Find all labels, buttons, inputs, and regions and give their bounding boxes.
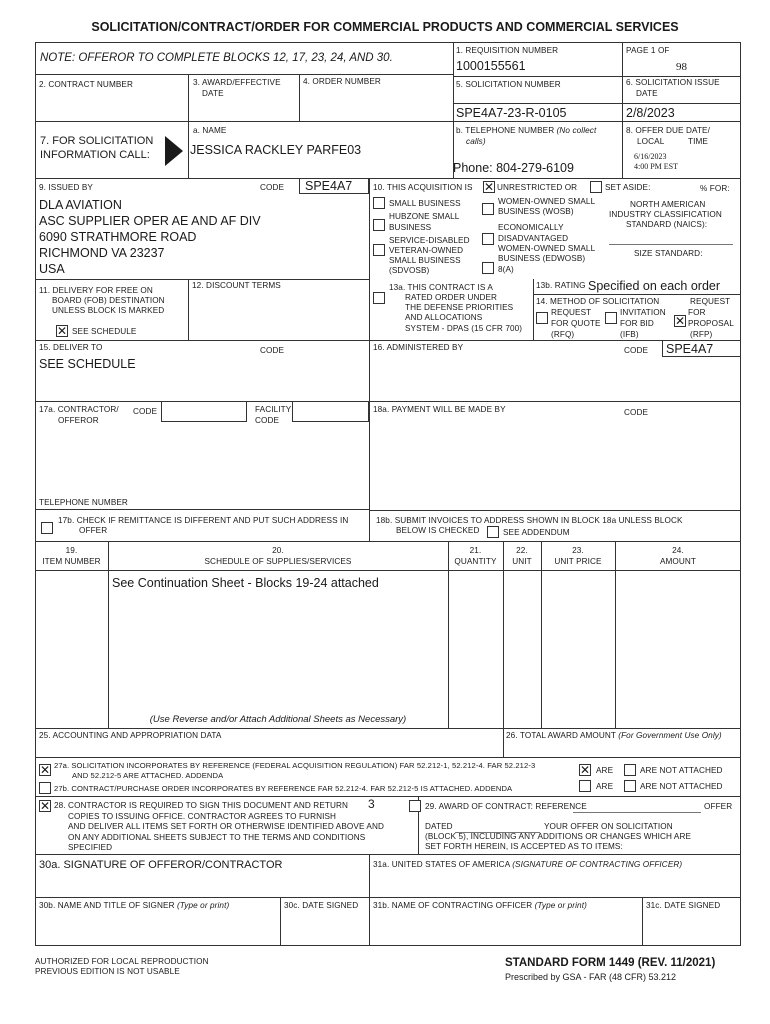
officer-name-label: 31b. NAME OF CONTRACTING OFFICER (Type or print)	[373, 901, 587, 910]
offer-due-time[interactable]: 4:00 PM EST	[634, 162, 679, 171]
col-quantity-num: 21.	[469, 546, 482, 555]
form-number: STANDARD FORM 1449 (REV. 11/2021)	[505, 957, 716, 969]
offeror-note: NOTE: OFFEROR TO COMPLETE BLOCKS 12, 17, 23, 24, AND 30.	[40, 52, 393, 64]
solicitation-info-label-1: 7. FOR SOLICITATION	[40, 135, 154, 147]
telephone-label-2: calls)	[466, 137, 486, 146]
contact-name-label: a. NAME	[193, 126, 227, 135]
size-standard-label: SIZE STANDARD:	[634, 249, 703, 258]
solicitation-issue-date-label-1: 6. SOLICITATION ISSUE	[626, 78, 720, 87]
arrow-right-icon	[165, 136, 183, 166]
wosb-label-2: BUSINESS (WOSB)	[498, 207, 574, 216]
solicitation-far-label-2: AND 52.212-5 ARE ATTACHED. ADDENDA	[72, 771, 224, 780]
col-quantity: QUANTITY	[454, 557, 497, 566]
contractor-sign-label-1: 28. CONTRACTOR IS REQUIRED TO SIGN THIS DOCUMENT AND RETURN	[54, 801, 349, 810]
requisition-number-label: 1. REQUISITION NUMBER	[456, 46, 559, 55]
fob-label-2: BOARD (FOB) DESTINATION	[52, 296, 165, 305]
dpas-label-2: RATED ORDER UNDER	[405, 293, 498, 302]
ifb-label-1: INVITATION	[620, 308, 666, 317]
dpas-checkbox[interactable]	[373, 292, 385, 304]
award-contract-checkbox[interactable]	[409, 800, 421, 812]
signature-officer-label: 31a. UNITED STATES OF AMERICA (SIGNATURE OF CONTRACTING OFFICER)	[373, 860, 683, 869]
percent-for-label: % FOR:	[700, 184, 730, 193]
dpas-label-5: SYSTEM - DPAS (15 CFR 700)	[405, 324, 523, 333]
contractor-sign-label-5: SPECIFIED	[68, 843, 113, 852]
offer-due-local-label: LOCAL	[637, 137, 665, 146]
ifb-label-2: FOR BID	[620, 319, 654, 328]
deliver-to-value[interactable]: SEE SCHEDULE	[39, 357, 136, 371]
award-contract-label: 29. AWARD OF CONTRACT: REFERENCE	[425, 802, 587, 811]
form-title: SOLICITATION/CONTRACT/ORDER FOR COMMERCIAL PRODUCTS AND COMMERCIAL SERVICES	[91, 20, 679, 34]
contractor-sign-label-3: AND DELIVER ALL ITEMS SET FORTH OR OTHERWISE IDENTIFIED ABOVE AND	[68, 822, 385, 831]
solicitation-info-label-2: INFORMATION CALL:	[40, 149, 150, 161]
see-schedule-checkbox[interactable]: ✕	[57, 324, 68, 338]
offer-due-time-label: TIME	[688, 137, 708, 146]
unrestricted-label: UNRESTRICTED OR	[497, 183, 578, 192]
award-date-label-1: 3. AWARD/EFFECTIVE	[193, 78, 281, 87]
sdvosb-label-3: SMALL BUSINESS	[389, 256, 461, 265]
solicitation-issue-date-label-2: DATE	[636, 89, 658, 98]
col-schedule-num: 20.	[272, 546, 284, 555]
page-count: 98	[676, 61, 687, 73]
hubzone-checkbox[interactable]	[373, 219, 385, 231]
rating-value[interactable]: Specified on each order	[588, 279, 721, 293]
method-label: 14. METHOD OF SOLICITATION	[536, 297, 660, 306]
submit-invoices-label-1: 18b. SUBMIT INVOICES TO ADDRESS SHOWN IN BLOCK 18a UNLESS BLOCK	[376, 516, 683, 525]
issued-by-line-1: DLA AVIATION	[39, 198, 122, 212]
facility-code-label-2: CODE	[255, 416, 280, 425]
sdvosb-label-1: SERVICE-DISABLED	[389, 236, 470, 245]
issued-by-line-4: RICHMOND VA 23237	[39, 246, 165, 260]
hubzone-label-2: BUSINESS	[389, 223, 432, 232]
footer-previous-edition: PREVIOUS EDITION IS NOT USABLE	[35, 967, 180, 976]
eight-a-checkbox[interactable]	[482, 262, 494, 274]
addenda-are-not-label-a: ARE NOT ATTACHED	[640, 766, 723, 775]
contact-phone[interactable]: Phone: 804-279-6109	[453, 161, 574, 175]
acquisition-label: 10. THIS ACQUISITION IS	[373, 183, 473, 192]
deliver-to-code-label: CODE	[260, 346, 285, 355]
edwosb-label-1: ECONOMICALLY	[498, 223, 564, 232]
issued-by-code: SPE4A7	[305, 179, 353, 193]
total-award-label: 26. TOTAL AWARD AMOUNT (For Government Use Only)	[506, 731, 722, 740]
col-amount-num: 24.	[672, 546, 684, 555]
payment-by-label: 18a. PAYMENT WILL BE MADE BY	[373, 405, 506, 414]
issued-by-line-5: USA	[39, 262, 65, 276]
contact-name[interactable]: JESSICA RACKLEY PARFE03	[190, 143, 362, 157]
solicitation-issue-date[interactable]: 2/8/2023	[626, 106, 675, 120]
payment-by-code-label: CODE	[624, 408, 649, 417]
award-block5-label: (BLOCK 5), INCLUDING ANY ADDITIONS OR CHANGES WHICH ARE	[425, 832, 692, 841]
addenda-are-checkbox-a[interactable]: ✕	[580, 763, 591, 777]
edwosb-label-4: BUSINESS (EDWOSB)	[498, 254, 586, 263]
contractor-label-2: OFFEROR	[58, 416, 99, 425]
col-schedule: SCHEDULE OF SUPPLIES/SERVICES	[204, 557, 352, 566]
issued-by-code-label: CODE	[260, 183, 285, 192]
issued-by-line-2: ASC SUPPLIER OPER AE AND AF DIV	[39, 214, 261, 228]
rfp-checkbox[interactable]: ✕	[675, 314, 686, 328]
set-aside-label: SET ASIDE:	[605, 183, 651, 192]
see-schedule-label: SEE SCHEDULE	[72, 327, 137, 336]
col-unit: UNIT	[512, 557, 532, 566]
edwosb-label-2: DISADVANTAGED	[498, 234, 569, 243]
deliver-to-label: 15. DELIVER TO	[39, 343, 103, 352]
naics-label-3: STANDARD (NAICS):	[626, 220, 708, 229]
contractor-sign-label-4: ON ANY ADDITIONAL SHEETS SUBJECT TO THE TERMS AND CONDITIONS	[68, 833, 366, 842]
see-addendum-label: SEE ADDENDUM	[503, 528, 570, 537]
sdvosb-checkbox[interactable]	[373, 244, 385, 256]
submit-invoices-label-2: BELOW IS CHECKED	[396, 526, 480, 535]
page-of-label: PAGE 1 OF	[626, 46, 670, 55]
order-number-label: 4. ORDER NUMBER	[303, 77, 381, 86]
addenda-are-not-label-b: ARE NOT ATTACHED	[640, 782, 723, 791]
fob-label-3: UNLESS BLOCK IS MARKED	[52, 306, 165, 315]
rfq-label-3: (RFQ)	[551, 330, 575, 339]
award-accepted-label: SET FORTH HEREIN, IS ACCEPTED AS TO ITEMS:	[425, 842, 623, 851]
offer-due-label-1: 8. OFFER DUE DATE/	[626, 126, 710, 135]
remittance-label-2: OFFER	[79, 526, 108, 535]
addenda-are-label-a: ARE	[596, 766, 614, 775]
award-date-label-2: DATE	[202, 89, 224, 98]
rfp-label-2: FOR	[688, 308, 706, 317]
solicitation-number-label: 5. SOLICITATION NUMBER	[456, 80, 561, 89]
contractor-code-label: CODE	[133, 407, 158, 416]
eight-a-label: 8(A)	[498, 265, 514, 274]
form-prescribed: Prescribed by GSA - FAR (48 CFR) 53.212	[505, 972, 677, 982]
solicitation-far-checkbox[interactable]: ✕	[40, 763, 51, 777]
hubzone-label-1: HUBZONE SMALL	[389, 212, 460, 221]
copies-count[interactable]: 3	[368, 797, 375, 811]
naics-label-2: INDUSTRY CLASSIFICATION	[609, 210, 722, 219]
dpas-label-1: 13a. THIS CONTRACT IS A	[389, 283, 493, 292]
ifb-checkbox[interactable]	[605, 312, 617, 324]
facility-code-field[interactable]	[292, 401, 369, 422]
award-solicitation-label: YOUR OFFER ON SOLICITATION	[544, 822, 673, 831]
dpas-label-4: AND ALLOCATIONS	[405, 313, 483, 322]
issued-by-code-box[interactable]	[299, 178, 369, 194]
fob-label-1: 11. DELIVERY FOR FREE ON	[39, 286, 153, 295]
signature-offeror-label: 30a. SIGNATURE OF OFFEROR/CONTRACTOR	[39, 859, 283, 871]
facility-code-label-1: FACILITY	[255, 405, 292, 414]
issued-by-line-3: 6090 STRATHMORE ROAD	[39, 230, 197, 244]
administered-by-code: SPE4A7	[666, 342, 714, 356]
contractor-telephone-label: TELEPHONE NUMBER	[39, 498, 128, 507]
col-unit-price: UNIT PRICE	[554, 557, 602, 566]
small-business-checkbox[interactable]	[373, 197, 385, 209]
offer-due-date[interactable]: 6/16/2023	[634, 152, 667, 161]
wosb-checkbox[interactable]	[482, 203, 494, 215]
contract-number-label: 2. CONTRACT NUMBER	[39, 80, 133, 89]
telephone-label-1: b. TELEPHONE NUMBER (No collect	[456, 126, 597, 135]
schedule-text: See Continuation Sheet - Blocks 19-24 attached	[112, 576, 379, 590]
unrestricted-checkbox[interactable]: ✕	[484, 180, 495, 194]
accounting-label: 25. ACCOUNTING AND APPROPRIATION DATA	[39, 731, 222, 740]
administered-by-label: 16. ADMINISTERED BY	[373, 343, 464, 352]
requisition-number[interactable]: 1000155561	[456, 59, 526, 73]
contract-far-checkbox[interactable]	[39, 782, 51, 794]
award-dated-label: DATED	[425, 822, 453, 831]
col-unit-num: 22.	[516, 546, 528, 555]
contractor-code-field[interactable]	[161, 401, 247, 422]
reverse-note: (Use Reverse and/or Attach Additional Sheets as Necessary)	[149, 714, 407, 725]
set-aside-checkbox[interactable]	[590, 181, 602, 193]
administered-by-code-box[interactable]	[662, 340, 741, 357]
rfp-label-1: REQUEST	[690, 297, 731, 306]
edwosb-label-3: WOMEN-OWNED SMALL	[498, 244, 596, 253]
rfp-label-3: PROPOSAL	[688, 319, 734, 328]
col-item-number-num: 19.	[65, 546, 78, 555]
addenda-are-label-b: ARE	[596, 782, 614, 791]
addenda-are-not-checkbox-b[interactable]	[624, 780, 636, 792]
see-addendum-checkbox[interactable]	[487, 526, 499, 538]
naics-label-1: NORTH AMERICAN	[630, 200, 706, 209]
rfq-checkbox[interactable]	[536, 312, 548, 324]
rfq-label-1: REQUEST	[551, 308, 592, 317]
signer-name-label: 30b. NAME AND TITLE OF SIGNER (Type or print)	[39, 901, 230, 910]
rfp-label-4: (RFP)	[690, 330, 713, 339]
contract-far-label: 27b. CONTRACT/PURCHASE ORDER INCORPORATES BY REFERENCE FAR 52.212-4. FAR 52.212-5 IS ATTACHED. ADDENDA	[54, 784, 513, 793]
addenda-are-not-checkbox-a[interactable]	[624, 764, 636, 776]
contractor-label-1: 17a. CONTRACTOR/	[39, 405, 119, 414]
administered-by-code-label: CODE	[624, 346, 649, 355]
col-amount: AMOUNT	[659, 557, 697, 566]
sdvosb-label-4: (SDVOSB)	[389, 266, 430, 275]
contractor-sign-checkbox[interactable]: ✕	[40, 799, 51, 813]
col-unit-price-num: 23.	[572, 546, 584, 555]
rfq-label-2: FOR QUOTE	[551, 319, 601, 328]
issued-by-label: 9. ISSUED BY	[39, 183, 93, 192]
discount-terms-label: 12. DISCOUNT TERMS	[192, 281, 281, 290]
addenda-are-checkbox-b[interactable]	[579, 780, 591, 792]
solicitation-number[interactable]: SPE4A7-23-R-0105	[456, 106, 567, 120]
footer-authorized: AUTHORIZED FOR LOCAL REPRODUCTION	[35, 957, 209, 966]
dpas-label-3: THE DEFENSE PRIORITIES	[405, 303, 514, 312]
offeror-date-signed-label: 30c. DATE SIGNED	[284, 901, 359, 910]
officer-date-signed-label: 31c. DATE SIGNED	[646, 901, 721, 910]
edwosb-checkbox[interactable]	[482, 233, 494, 245]
remittance-label-1: 17b. CHECK IF REMITTANCE IS DIFFERENT AND PUT SUCH ADDRESS IN	[58, 516, 349, 525]
col-item-number: ITEM NUMBER	[42, 557, 101, 566]
sdvosb-label-2: VETERAN-OWNED	[389, 246, 464, 255]
contractor-sign-label-2: COPIES TO ISSUING OFFICE. CONTRACTOR AGREES TO FURNISH	[68, 812, 337, 821]
remittance-different-checkbox[interactable]	[41, 522, 53, 534]
ifb-label-3: (IFB)	[620, 330, 639, 339]
award-offer-label: OFFER	[704, 802, 733, 811]
wosb-label-1: WOMEN-OWNED SMALL	[498, 197, 596, 206]
solicitation-far-label-1: 27a. SOLICITATION INCORPORATES BY REFERENCE (FEDERAL ACQUISITION REGULATION) FAR 52.212-1, 52.212-4. FAR 52.212-3	[54, 761, 536, 770]
small-business-label: SMALL BUSINESS	[389, 199, 461, 208]
rating-label: 13b. RATING	[536, 281, 586, 290]
